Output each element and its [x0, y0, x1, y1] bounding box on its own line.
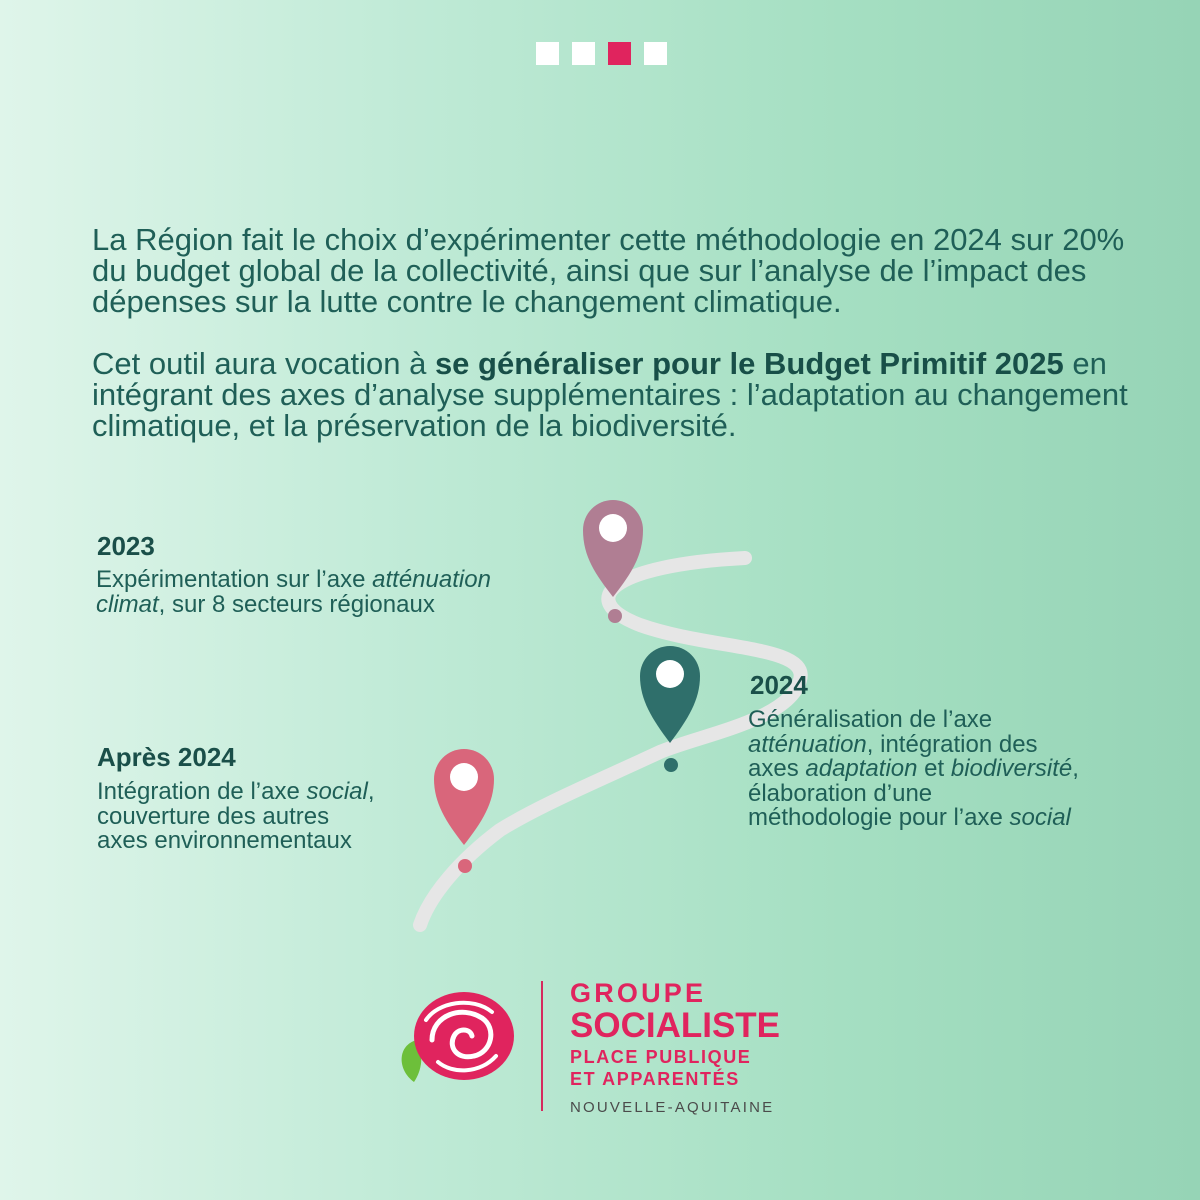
intro-paragraph-1: La Région fait le choix d’expérimenter cette méthodologie en 2024 sur 20% du budget global de la collectivité, ainsi que sur l’analyse de l’impact des dépenses sur la lutte contre le changement climatique.: [92, 222, 1125, 319]
logo-line-groupe: GROUPE: [570, 978, 707, 1008]
logo-line-socialiste: SOCIALISTE: [570, 1006, 781, 1045]
milestone-2024-text: Généralisation de l’axe atténuation, intégration des axes adaptation et biodiversité, élaboration d’une méthodologie pour l’axe social: [748, 706, 1079, 831]
rose-icon: [392, 990, 524, 1090]
intro-p2-highlight: se généraliser pour le Budget Primitif 2025: [434, 346, 1064, 381]
milestone-after-2024-year: Après 2024: [92, 743, 236, 771]
milestone-after-2024-text: Intégration de l’axe social, couverture des autres axes environnementaux: [97, 778, 375, 854]
milestone-2023-year: 2023: [92, 532, 155, 560]
logo-line-apparentes: ET APPARENTÉS: [570, 1069, 740, 1089]
intro-p2-start: Cet outil aura vocation à: [92, 346, 435, 381]
intro-p2-end: en intégrant des axes d’analyse supplémentaires : l’adaptation au changement climatique, et la préservation de la biodiversité.: [92, 346, 1128, 443]
milestone-2024-year: 2024: [745, 671, 808, 699]
milestone-2023-text: Expérimentation sur l’axe atténuation climat, sur 8 secteurs régionaux: [96, 566, 491, 618]
logo-line-place-publique: PLACE PUBLIQUE: [570, 1047, 752, 1067]
logo-line-region: NOUVELLE-AQUITAINE: [570, 1099, 775, 1116]
logo-divider: [541, 981, 543, 1111]
